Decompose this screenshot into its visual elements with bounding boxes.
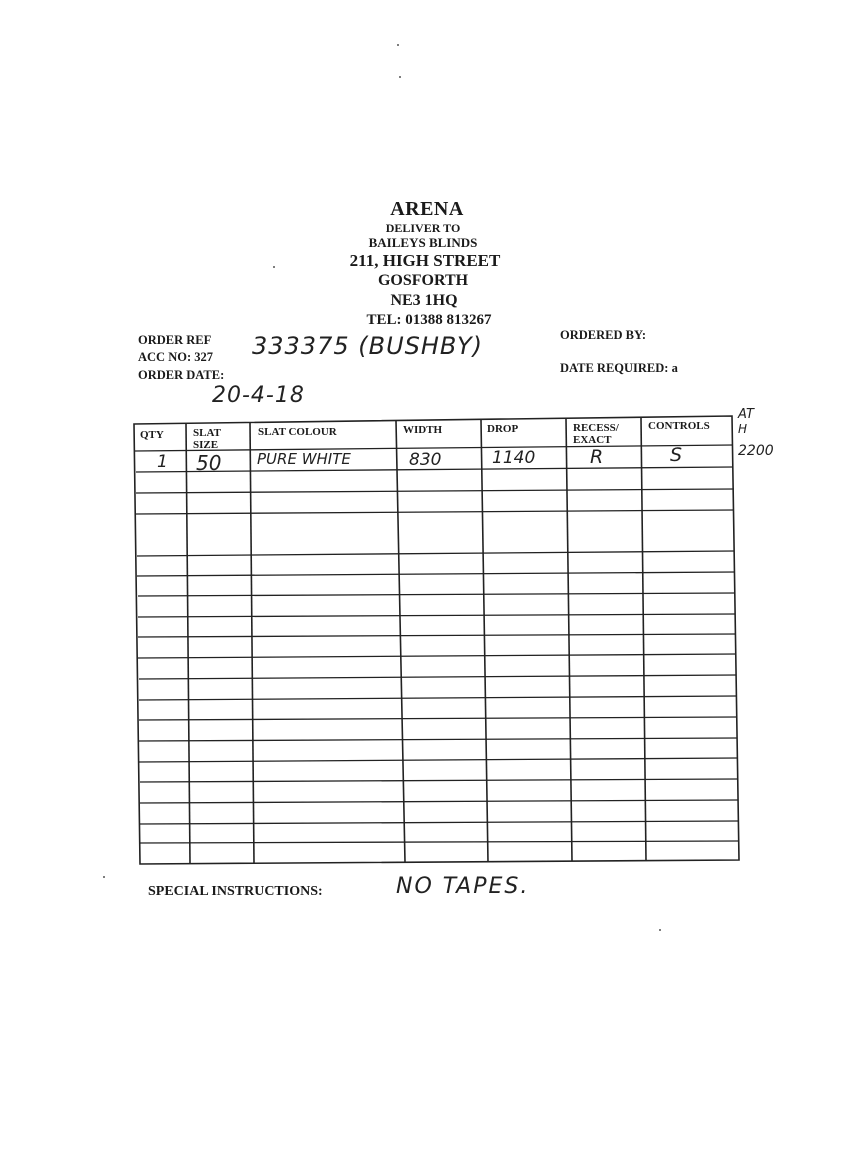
scan-speck bbox=[397, 44, 399, 46]
delivery-postcode: NE3 1HQ bbox=[390, 292, 458, 309]
table-frame bbox=[134, 416, 739, 864]
column-header-slat-colour: SLAT COLOUR bbox=[258, 426, 337, 438]
margin-note-line-1: AT bbox=[738, 407, 754, 422]
col-divider-5 bbox=[566, 419, 572, 861]
margin-note-line-3: 2200 bbox=[738, 443, 774, 459]
row-1-slat-size: 50 bbox=[196, 451, 222, 475]
delivery-telephone: TEL: 01388 813267 bbox=[366, 312, 492, 328]
special-instructions-label: SPECIAL INSTRUCTIONS: bbox=[148, 884, 323, 899]
column-header-slat-size: SLAT SIZE bbox=[193, 427, 221, 451]
order-date-value: 20-4-18 bbox=[212, 383, 305, 408]
deliver-to-label: DELIVER TO bbox=[385, 221, 461, 235]
delivery-name: BAILEYS BLINDS bbox=[368, 235, 478, 250]
col-divider-2 bbox=[250, 423, 254, 863]
scan-speck bbox=[659, 929, 661, 931]
col-divider-3 bbox=[396, 421, 405, 862]
order-ref-label: ORDER REF bbox=[138, 333, 212, 347]
scan-speck bbox=[103, 876, 105, 878]
row-1-qty: 1 bbox=[157, 452, 168, 472]
row-1-slat-colour: PURE WHITE bbox=[257, 450, 351, 468]
col-divider-6 bbox=[641, 418, 646, 861]
order-ref-value: 333375 (BUSHBY) bbox=[252, 332, 483, 360]
column-header-width: WIDTH bbox=[403, 424, 443, 436]
scan-speck bbox=[399, 76, 401, 78]
column-header-qty: QTY bbox=[140, 429, 164, 441]
col-divider-4 bbox=[481, 420, 488, 862]
column-header-drop: DROP bbox=[487, 423, 519, 435]
special-instructions-value: NO TAPES. bbox=[396, 874, 530, 899]
scan-speck bbox=[273, 266, 275, 268]
account-number-label: ACC NO: 327 bbox=[138, 350, 213, 364]
row-lines bbox=[135, 445, 738, 843]
order-date-label: ORDER DATE: bbox=[138, 368, 225, 382]
company-name: ARENA bbox=[390, 198, 464, 220]
row-1-width: 830 bbox=[409, 450, 442, 470]
col-divider-1 bbox=[186, 424, 190, 863]
margin-note-line-2: H bbox=[738, 422, 748, 436]
column-header-recess-exact: RECESS/ EXACT bbox=[573, 422, 619, 446]
ordered-by-label: ORDERED BY: bbox=[560, 328, 647, 342]
row-1-drop: 1140 bbox=[492, 448, 536, 468]
row-1-controls: S bbox=[670, 444, 683, 466]
column-header-controls: CONTROLS bbox=[648, 420, 710, 432]
delivery-street: 211, HIGH STREET bbox=[349, 251, 501, 270]
delivery-town: GOSFORTH bbox=[377, 272, 469, 289]
date-required-label: DATE REQUIRED: a bbox=[560, 361, 678, 375]
row-1-recess-exact: R bbox=[590, 446, 604, 468]
